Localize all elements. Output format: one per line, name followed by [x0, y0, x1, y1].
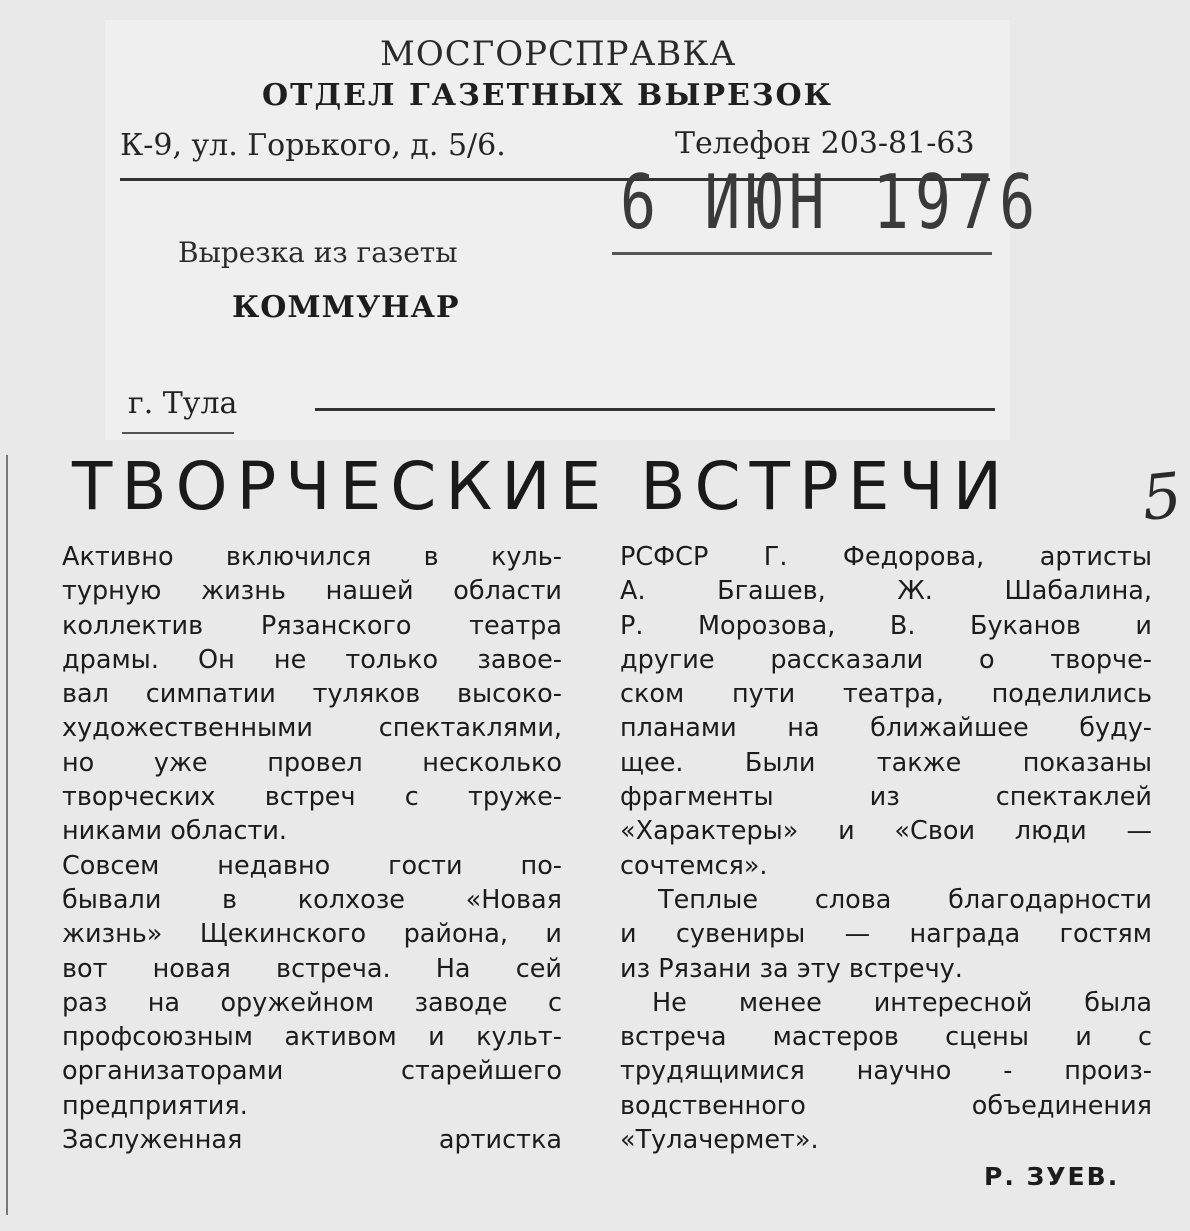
article-author: Р. ЗУЕВ.	[984, 1162, 1120, 1191]
text-line: Заслуженная артистка	[62, 1125, 562, 1156]
text-line: предприятия.	[62, 1090, 248, 1121]
text-line: трудящимися научно - произ-	[620, 1056, 1152, 1087]
text-line: коллектив Рязанского театра	[62, 610, 562, 641]
org-name: МОСГОРСПРАВКА	[380, 34, 737, 74]
newspaper-name: КОММУНАР	[232, 290, 460, 325]
city-underline	[122, 432, 234, 434]
text-line: «Характеры» и «Свои люди —	[620, 816, 1152, 847]
department-name: ОТДЕЛ ГАЗЕТНЫХ ВЫРЕЗОК	[262, 78, 833, 113]
text-line: бывали в колхозе «Новая	[62, 884, 562, 915]
text-line: встреча мастеров сцены и с	[620, 1022, 1152, 1053]
text-line: «Тулачермет».	[620, 1125, 819, 1156]
clipping-label: Вырезка из газеты	[178, 236, 458, 269]
text-line: ском пути театра, поделились	[620, 679, 1152, 710]
text-line: турную жизнь нашей области	[62, 576, 562, 607]
stamp-underline	[612, 252, 992, 255]
text-line: Р. Морозова, В. Буканов и	[620, 610, 1152, 641]
text-line: Активно включился в куль-	[62, 542, 562, 572]
text-line: Совсем недавно гости по-	[62, 850, 562, 881]
text-line: организаторами старейшего	[62, 1056, 562, 1087]
phone: Телефон 203-81-63	[675, 126, 975, 161]
text-line: Не менее интересной была	[652, 987, 1152, 1018]
city-rule	[315, 408, 995, 411]
article-right-column	[620, 540, 1152, 1157]
text-line: творческих встреч с труже-	[62, 782, 562, 813]
text-line: РСФСР Г. Федорова, артисты	[620, 542, 1152, 572]
text-line: сочтемся».	[620, 850, 768, 881]
article-left-column	[62, 540, 562, 1157]
text-line: другие рассказали о творче-	[620, 644, 1152, 675]
handwritten-page-mark: 5	[1138, 458, 1186, 535]
text-line: никами области.	[62, 816, 287, 847]
text-line: но уже провел несколько	[62, 747, 562, 778]
article-headline: ТВОРЧЕСКИЕ ВСТРЕЧИ	[72, 448, 1012, 525]
date-stamp: 6 ИЮН 1976	[620, 159, 1042, 247]
text-line: жизнь» Щекинского района, и	[62, 919, 562, 950]
city-name: г. Тула	[128, 386, 238, 421]
text-line: драмы. Он не только завое-	[62, 644, 562, 675]
text-line: профсоюзным активом и культ-	[62, 1022, 562, 1053]
text-line: из Рязани за эту встречу.	[620, 953, 963, 984]
address: К-9, ул. Горького, д. 5/6.	[120, 128, 506, 163]
text-line: А. Бгашев, Ж. Шабалина,	[620, 576, 1152, 607]
text-line: раз на оружейном заводе с	[62, 987, 562, 1018]
text-line: Теплые слова благодарности	[658, 884, 1152, 915]
text-line: водственного объединения	[620, 1090, 1152, 1121]
text-line: и сувениры — награда гостям	[620, 919, 1152, 950]
text-line: художественными спектаклями,	[62, 713, 562, 744]
text-line: фрагменты из спектаклей	[620, 782, 1152, 813]
text-line: вот новая встреча. На сей	[62, 953, 562, 984]
text-line: щее. Были также показаны	[620, 747, 1152, 778]
text-line: вал симпатии туляков высоко-	[62, 679, 562, 710]
text-line: планами на ближайшее буду-	[620, 713, 1152, 744]
clipping-left-edge	[6, 455, 8, 1215]
